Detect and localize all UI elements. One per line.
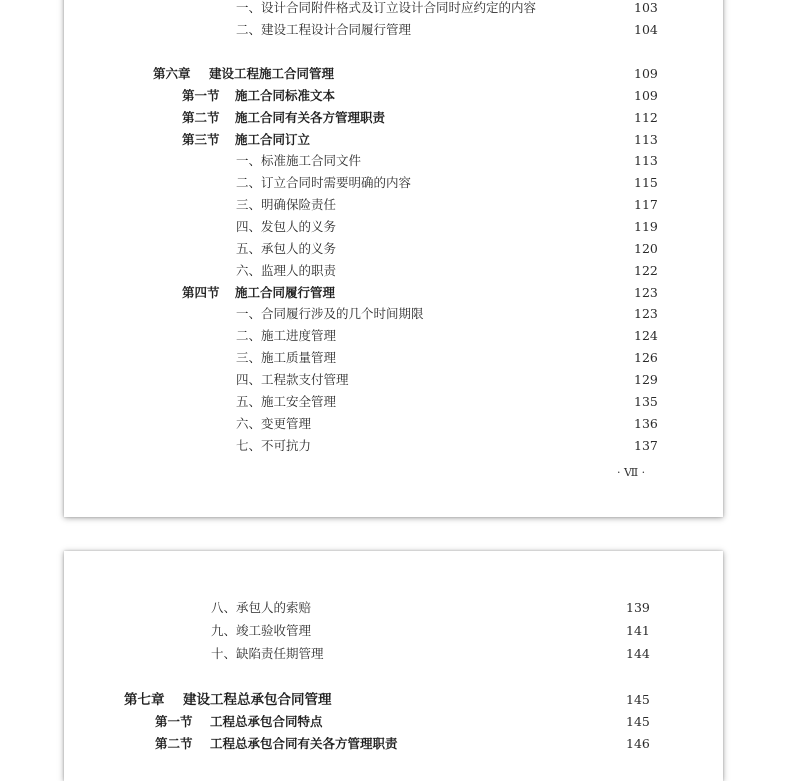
toc-section-title: 工程总承包合同有关各方管理职责 xyxy=(210,736,398,751)
toc-item-label: 五、承包人的义务 xyxy=(236,241,337,256)
toc-chapter xyxy=(64,690,723,710)
toc-section xyxy=(64,108,723,128)
toc-item xyxy=(64,173,723,193)
toc-item xyxy=(64,436,723,456)
toc-item-page: 135 xyxy=(634,394,658,409)
toc-section xyxy=(64,712,723,732)
toc-section-page: 146 xyxy=(626,736,650,751)
toc-item-label: 二、建设工程设计合同履行管理 xyxy=(236,22,412,37)
toc-item xyxy=(64,370,723,390)
toc-item xyxy=(64,151,723,171)
toc-item-label: 二、施工进度管理 xyxy=(236,328,337,343)
toc-item-label: 七、不可抗力 xyxy=(236,438,312,453)
toc-section-page: 112 xyxy=(634,110,658,125)
toc-item-label: 四、工程款支付管理 xyxy=(236,372,349,387)
toc-item-page: 129 xyxy=(634,372,658,387)
toc-item-page: 141 xyxy=(626,623,650,638)
toc-chapter-title: 建设工程总承包合同管理 xyxy=(183,692,332,708)
toc-chapter-page: 145 xyxy=(626,692,650,707)
toc-section xyxy=(64,283,723,303)
toc-item-label: 十、缺陷责任期管理 xyxy=(211,646,324,661)
toc-item xyxy=(64,644,723,664)
toc-item xyxy=(64,326,723,346)
toc-item-page: 139 xyxy=(626,600,650,615)
toc-item-label: 四、发包人的义务 xyxy=(236,219,337,234)
toc-item-page: 115 xyxy=(634,175,658,190)
toc-item xyxy=(64,217,723,237)
toc-item xyxy=(64,304,723,324)
toc-item-label: 三、施工质量管理 xyxy=(236,350,337,365)
toc-item xyxy=(64,20,723,40)
toc-section xyxy=(64,734,723,754)
toc-item xyxy=(64,621,723,641)
toc-item-page: 137 xyxy=(634,438,658,453)
toc-chapter-number: 第七章 xyxy=(124,692,165,708)
toc-section-page: 113 xyxy=(634,132,658,147)
toc-item xyxy=(64,195,723,215)
toc-item-label: 三、明确保险责任 xyxy=(236,197,337,212)
toc-item-page: 144 xyxy=(626,646,650,661)
toc-item-label: 一、标准施工合同文件 xyxy=(236,153,362,168)
toc-section xyxy=(64,130,723,150)
toc-section-title: 施工合同有关各方管理职责 xyxy=(235,110,386,125)
page-number-footer: · Ⅶ · xyxy=(617,466,646,479)
toc-section-title: 施工合同订立 xyxy=(235,132,311,147)
toc-item-page: 120 xyxy=(634,241,658,256)
toc-chapter-title: 建设工程施工合同管理 xyxy=(209,66,335,81)
toc-item-label: 六、变更管理 xyxy=(236,416,312,431)
toc-section-number: 第二节 xyxy=(182,110,220,125)
toc-section-page: 145 xyxy=(626,714,650,729)
toc-section-page: 109 xyxy=(634,88,658,103)
toc-section xyxy=(64,86,723,106)
toc-item-page: 103 xyxy=(634,0,658,15)
toc-section-number: 第一节 xyxy=(155,714,193,729)
toc-item-label: 一、设计合同附件格式及订立设计合同时应约定的内容 xyxy=(236,0,537,15)
toc-chapter-number: 第六章 xyxy=(153,66,191,81)
toc-chapter xyxy=(64,64,723,84)
toc-item-page: 124 xyxy=(634,328,658,343)
toc-item-page: 123 xyxy=(634,306,658,321)
toc-item-label: 六、监理人的职责 xyxy=(236,263,337,278)
toc-section-title: 施工合同履行管理 xyxy=(235,285,336,300)
toc-item-page: 126 xyxy=(634,350,658,365)
toc-item xyxy=(64,239,723,259)
toc-section-title: 工程总承包合同特点 xyxy=(210,714,323,729)
toc-section-title: 施工合同标准文本 xyxy=(235,88,336,103)
toc-item-label: 二、订立合同时需要明确的内容 xyxy=(236,175,412,190)
toc-item-page: 104 xyxy=(634,22,658,37)
toc-chapter-page: 109 xyxy=(634,66,658,81)
toc-item-page: 119 xyxy=(634,219,658,234)
toc-section-number: 第一节 xyxy=(182,88,220,103)
toc-item-label: 五、施工安全管理 xyxy=(236,394,337,409)
toc-item-page: 122 xyxy=(634,263,658,278)
toc-section-number: 第三节 xyxy=(182,132,220,147)
toc-item xyxy=(64,598,723,618)
toc-item-page: 136 xyxy=(634,416,658,431)
toc-item-label: 一、合同履行涉及的几个时间期限 xyxy=(236,306,424,321)
toc-item xyxy=(64,261,723,281)
toc-item xyxy=(64,348,723,368)
toc-section-number: 第二节 xyxy=(155,736,193,751)
toc-item xyxy=(64,414,723,434)
toc-page-upper xyxy=(64,0,723,517)
toc-item-page: 117 xyxy=(634,197,658,212)
toc-item-page: 113 xyxy=(634,153,658,168)
toc-item-label: 九、竣工验收管理 xyxy=(211,623,312,638)
toc-item xyxy=(64,0,723,18)
toc-section-page: 123 xyxy=(634,285,658,300)
toc-item-label: 八、承包人的索赔 xyxy=(211,600,312,615)
toc-item xyxy=(64,392,723,412)
toc-section-number: 第四节 xyxy=(182,285,220,300)
